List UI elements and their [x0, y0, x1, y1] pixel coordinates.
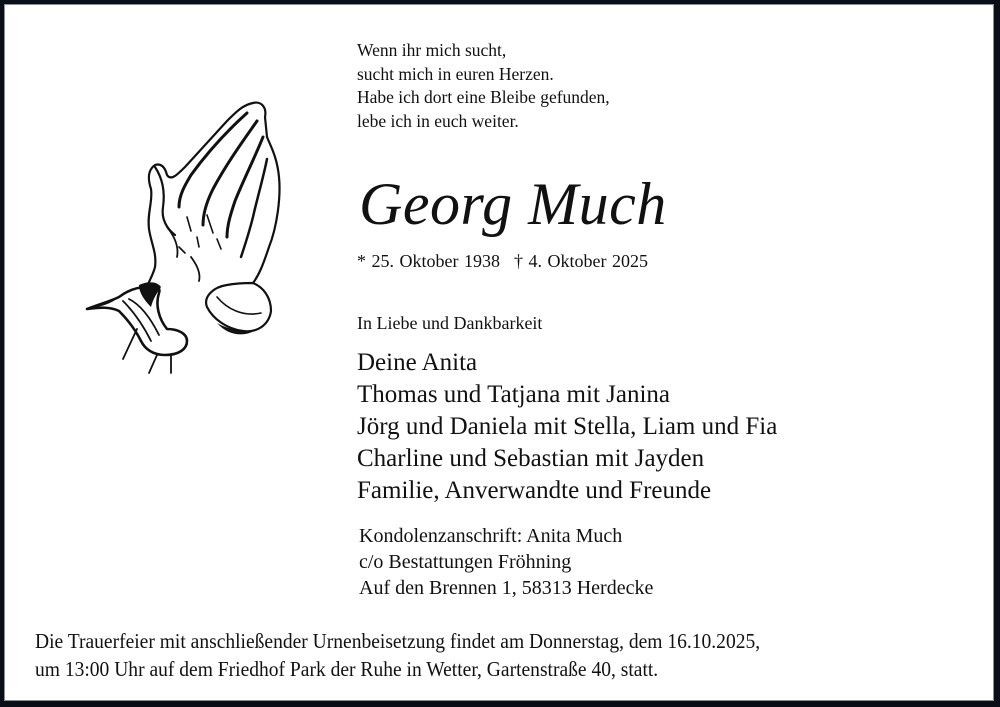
obituary-card	[4, 4, 994, 701]
poem	[357, 39, 610, 133]
birth-date: * 25. Oktober 1938	[357, 251, 500, 271]
death-date: † 4. Oktober 2025	[513, 251, 648, 271]
mourner-line: Charline und Sebastian mit Jayden	[357, 445, 705, 472]
address-line: Kondolenzanschrift: Anita Much	[359, 525, 623, 547]
mourners-list	[357, 347, 777, 507]
mourner-line: Jörg und Daniela mit Stella, Liam und Fia	[357, 413, 778, 440]
mourner-line: Familie, Anverwandte und Freunde	[357, 477, 712, 504]
poem-line: Wenn ihr mich sucht,	[357, 40, 507, 60]
poem-line: lebe ich in euch weiter.	[357, 110, 519, 131]
address-line: Auf den Brennen 1, 58313 Herdecke	[359, 577, 654, 599]
dedication-intro: In Liebe und Dankbarkeit	[357, 313, 543, 333]
condolence-address	[359, 523, 653, 601]
mourner-line: Deine Anita	[357, 349, 478, 376]
mourner-line: Thomas und Tatjana mit Janina	[357, 381, 671, 408]
deceased-name: Georg Much	[359, 171, 667, 237]
ceremony-notice	[35, 627, 760, 683]
praying-hands-icon	[67, 97, 287, 377]
notice-line: um 13:00 Uhr auf dem Friedhof Park der Ruhe in Wetter, Gartenstraße 40, statt.	[35, 657, 659, 681]
notice-line: Die Trauerfeier mit anschließender Urnenbeisetzung findet am Donnerstag, dem 16.10.2025,	[35, 629, 761, 653]
address-line: c/o Bestattungen Fröhning	[359, 551, 572, 573]
poem-line: Habe ich dort eine Bleibe gefunden,	[357, 87, 610, 107]
poem-line: sucht mich in euren Herzen.	[357, 63, 554, 84]
life-dates	[357, 250, 648, 272]
